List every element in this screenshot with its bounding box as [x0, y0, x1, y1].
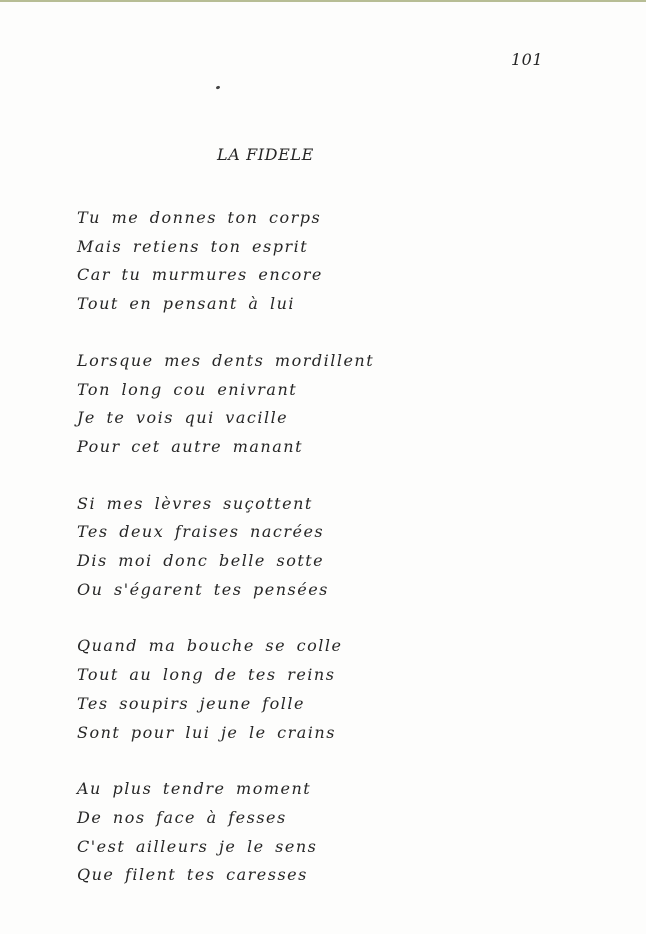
poem-title: LA FIDELE — [217, 145, 314, 164]
ink-speck — [216, 85, 221, 89]
verse-line: Tes deux fraises nacrées — [77, 522, 325, 542]
verse-line: C'est ailleurs je le sens — [77, 836, 318, 856]
verse-line: Tout au long de tes reins — [77, 665, 336, 685]
page-number: 101 — [510, 50, 543, 69]
stanza-4 — [77, 632, 597, 747]
verse-line: Je te vois qui vacille — [77, 408, 289, 428]
verse-line: Dis moi donc belle sotte — [77, 551, 325, 571]
verse-line: Tu me donnes ton corps — [77, 208, 322, 227]
stanza-3 — [77, 490, 597, 605]
stanza-1 — [77, 204, 597, 319]
verse-line: Car tu murmures encore — [77, 265, 323, 285]
verse-line: Lorsque mes dents mordillent — [77, 350, 375, 370]
verse-line: Sont pour lui je le crains — [77, 722, 336, 742]
verse-line: Quand ma bouche se colle — [77, 636, 343, 656]
verse-line: De nos face à fesses — [77, 807, 287, 827]
verse-line: Ton long cou enivrant — [77, 379, 298, 399]
poem-body — [77, 204, 597, 918]
verse-line: Tes soupirs jeune folle — [77, 693, 305, 713]
stanza-5 — [77, 775, 597, 890]
verse-line: Au plus tendre moment — [77, 779, 312, 799]
verse-line: Si mes lèvres suçottent — [77, 493, 313, 513]
verse-line: Pour cet autre manant — [77, 436, 303, 456]
verse-line: Que filent tes caresses — [77, 865, 308, 885]
page-top-edge — [0, 0, 646, 2]
verse-line: Tout en pensant à lui — [77, 294, 295, 314]
verse-line: Mais retiens ton esprit — [77, 236, 309, 256]
stanza-2 — [77, 347, 597, 462]
verse-line: Ou s'égarent tes pensées — [77, 579, 329, 599]
